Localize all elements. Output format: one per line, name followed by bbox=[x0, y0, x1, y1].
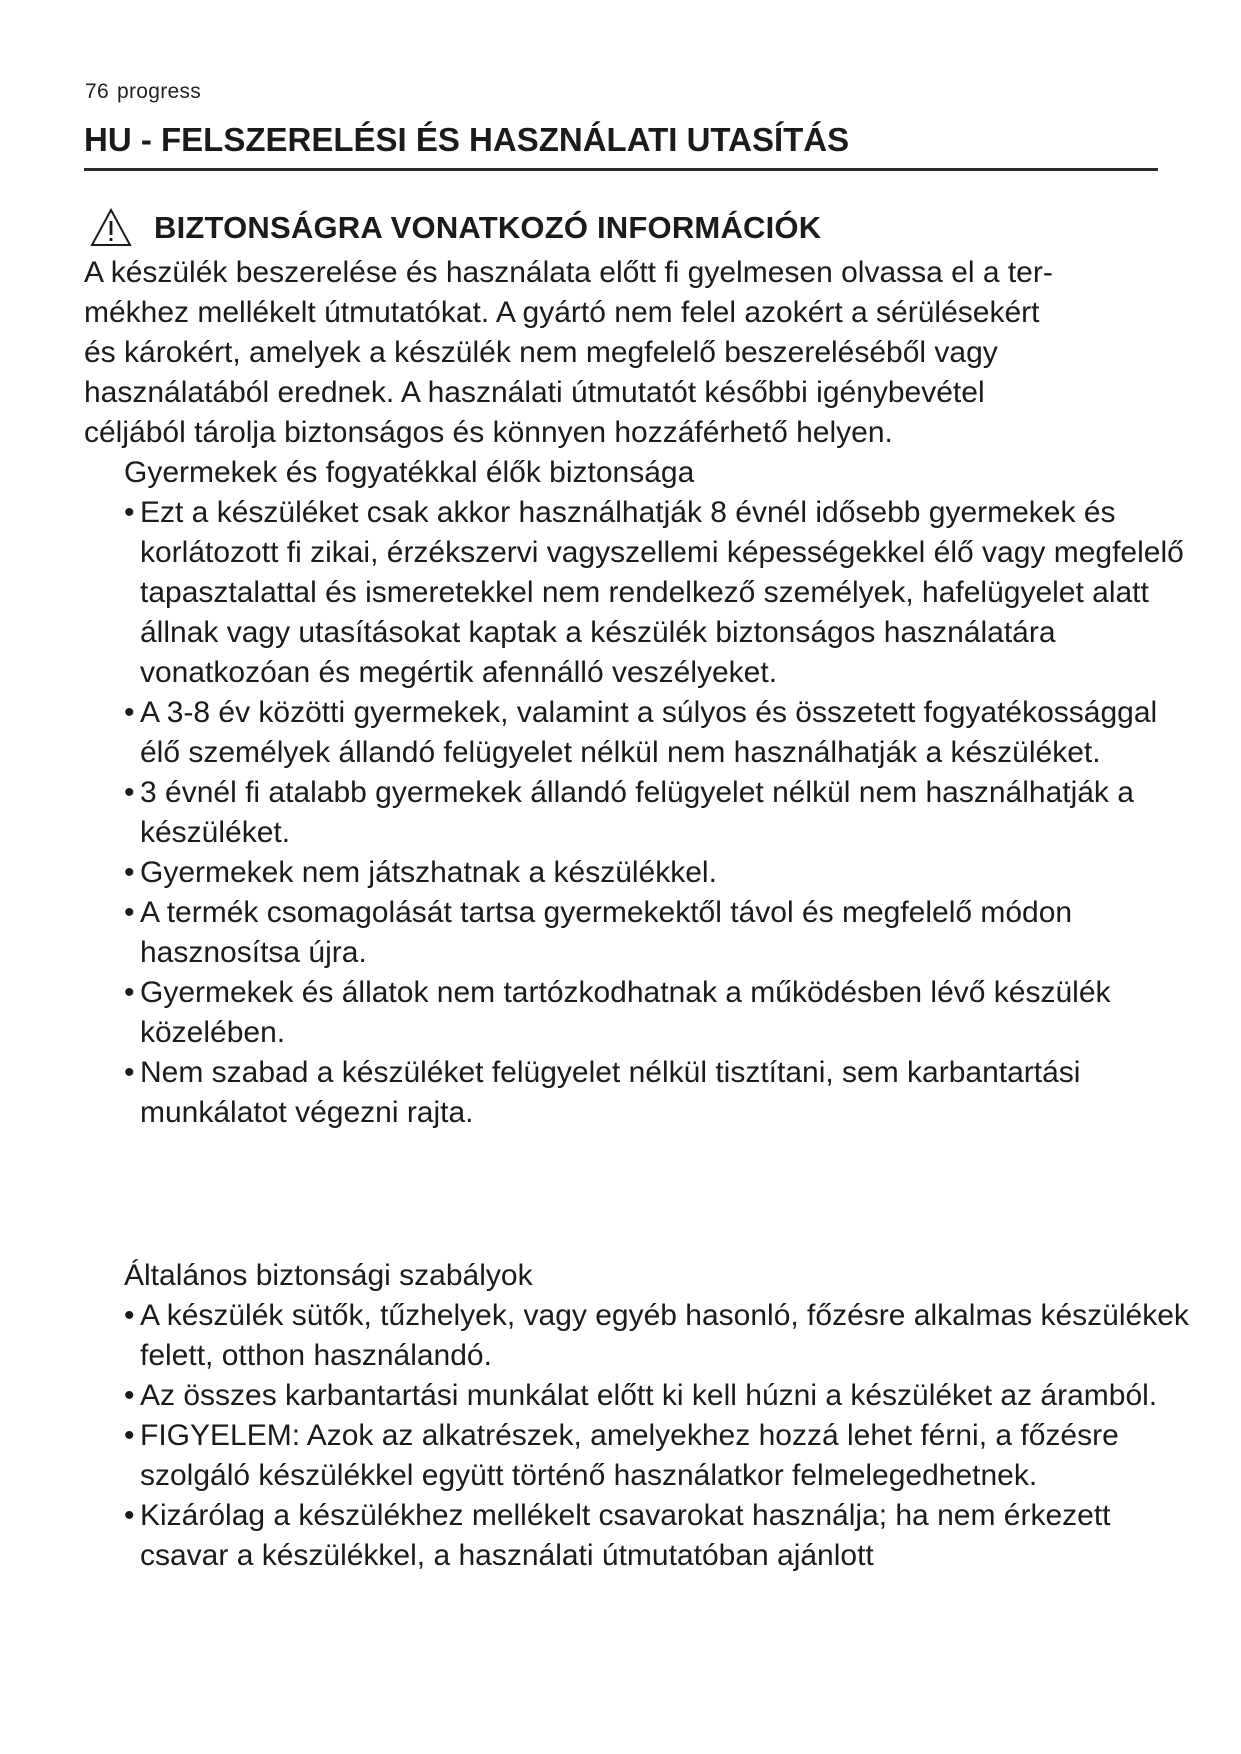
children-safety-heading: Gyermekek és fogyatékkal élők biztonsága bbox=[124, 456, 695, 489]
bullet: • bbox=[124, 896, 135, 929]
bullet: • bbox=[124, 776, 135, 809]
children-safety-list bbox=[124, 493, 1204, 1133]
list-item: • Gyermekek nem játszhatnak a készülékkel. bbox=[124, 853, 1204, 893]
bullet: • bbox=[124, 856, 135, 889]
bullet: • bbox=[124, 976, 135, 1009]
list-item: • A készülék sütők, tűzhelyek, vagy egyéb hasonló, főzésre alkalmas készülékek felett, otthon használandó. bbox=[124, 1296, 1204, 1376]
bullet: • bbox=[124, 1499, 135, 1532]
list-item: • Ezt a készüléket csak akkor használhatják 8 évnél idősebb gyermekek és korlátozott fi zikai, érzékszervi vagyszellemi képességekkel élő vagy megfelelő tapasztalattal és ismeretekkel nem rendelkező személyek, hafelügyelet alatt állnak vagy utasításokat kaptak a készülék biztonságos használatára vonatkozóan és megértik afennálló veszélyeket. bbox=[124, 493, 1204, 693]
list-item: • A termék csomagolását tartsa gyermekektől távol és megfelelő módon hasznosítsa újra. bbox=[124, 893, 1204, 973]
document-title: HU - FELSZERELÉSI ÉS HASZNÁLATI UTASÍTÁS bbox=[84, 121, 850, 158]
list-item: • Kizárólag a készülékhez mellékelt csavarokat használja; ha nem érkezett csavar a készülékkel, a használati útmutatóban ajánlott bbox=[124, 1496, 1204, 1576]
bullet: • bbox=[124, 496, 135, 529]
safety-section-title: BIZTONSÁGRA VONATKOZÓ INFORMÁCIÓK bbox=[154, 210, 822, 245]
page-number: 76 bbox=[85, 80, 109, 103]
list-item: • Gyermekek és állatok nem tartózkodhatnak a működésben lévő készülék közelében. bbox=[124, 973, 1204, 1053]
title-divider bbox=[84, 168, 1158, 171]
general-safety-list bbox=[124, 1296, 1204, 1576]
bullet: • bbox=[124, 1299, 135, 1332]
list-item: • A 3-8 év közötti gyermekek, valamint a súlyos és összetett fogyatékossággal élő személyek állandó felügyelet nélkül nem használhatják a készüléket. bbox=[124, 693, 1204, 773]
list-item: • FIGYELEM: Azok az alkatrészek, amelyekhez hozzá lehet férni, a főzésre szolgáló készülékkel együtt történő használatkor felmelegedhetnek. bbox=[124, 1416, 1204, 1496]
bullet: • bbox=[124, 696, 135, 729]
list-item: • Az összes karbantartási munkálat előtt ki kell húzni a készüléket az áramból. bbox=[124, 1376, 1204, 1416]
list-item: • 3 évnél fi atalabb gyermekek állandó felügyelet nélkül nem használhatják a készüléket. bbox=[124, 773, 1204, 853]
bullet: • bbox=[124, 1419, 135, 1452]
intro-line: és károkért, amelyek a készülék nem megfelelő beszereléséből vagy bbox=[84, 336, 998, 369]
brand-name: progress bbox=[116, 80, 202, 103]
safety-intro-paragraph bbox=[84, 253, 1158, 453]
intro-line: mékhez mellékelt útmutatókat. A gyártó nem felel azokért a sérülésekért bbox=[84, 296, 1040, 329]
page-header bbox=[85, 80, 201, 104]
bullet: • bbox=[124, 1056, 135, 1089]
general-safety-heading: Általános biztonsági szabályok bbox=[124, 1259, 533, 1292]
intro-line: A készülék beszerelése és használata előtt fi gyelmesen olvassa el a ter- bbox=[84, 256, 1053, 289]
bullet: • bbox=[124, 1379, 135, 1412]
intro-line: céljából tárolja biztonságos és könnyen hozzáférhető helyen. bbox=[84, 416, 893, 449]
intro-line: használatából erednek. A használati útmutatót későbbi igénybevétel bbox=[84, 376, 985, 409]
safety-section-header bbox=[90, 205, 821, 251]
list-item: • Nem szabad a készüléket felügyelet nélkül tisztítani, sem karbantartási munkálatot végezni rajta. bbox=[124, 1053, 1204, 1133]
warning-triangle-icon bbox=[90, 208, 132, 248]
